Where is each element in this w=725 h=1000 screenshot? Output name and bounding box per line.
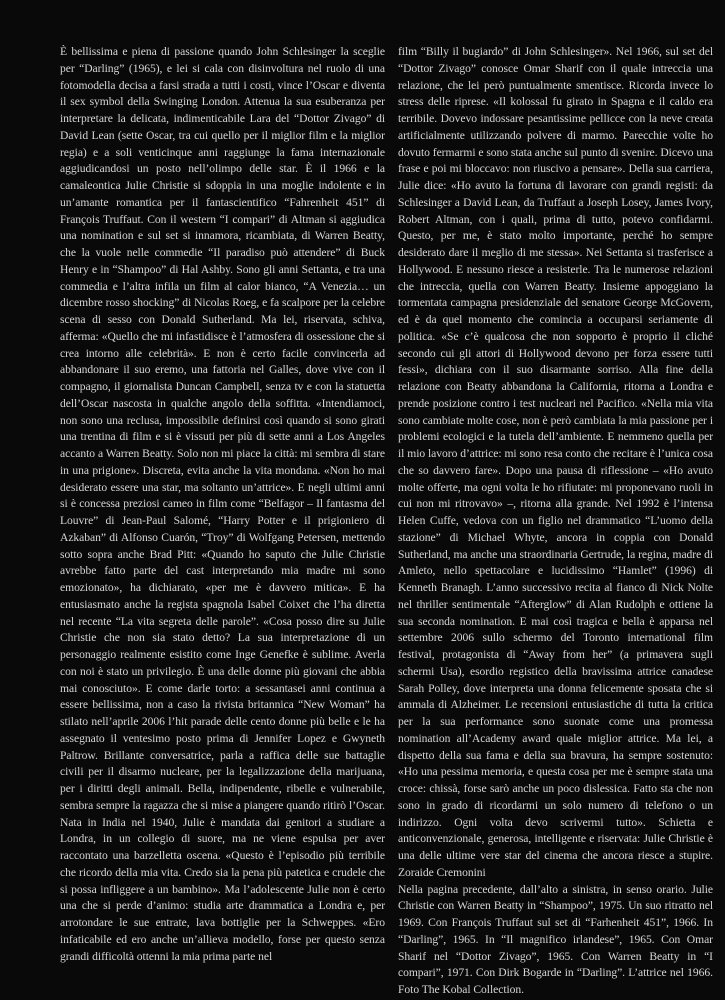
article-text-left: È bellissima e piena di passione quando John Schlesinger la sceglie per “Darling” (1965), e lei si cala con disinvoltura nel ruolo di una fotomodella decisa a farsi strada a tutti i costi, vince l’Oscar e diventa il sex symbol della Swinging London. Attenua la sua esuberanza per interpretare la delicata, indimenticabile Lara del “Dottor Zivago” di David Lean (sette Oscar, tra cui quello per il miglior film e la miglior regia) e a soli venticinque anni raggiunge la fama internazionale aggiudicandosi un posto nell’olimpo delle star. È il 1966 e la camaleontica Julie Christie si sdoppia in una moglie indolente e in un’amante romantica per il fantascientifico “Fahrenheit 451” di François Truffaut. Con il western “I compari” di Altman si aggiudica una nomination e sul set si innamora, ricambiata, di Warren Beatty, che la vuole nelle commedie “Il paradiso può attendere” di Buck Henry e in “Shampoo” di Hal Ashby. Sono gli anni Settanta, e tra una commedia e l’altra infila un film al calor bianco, “A Venezia… un dicembre rosso shocking” di Nicolas Roeg, e fa scalpore per la celebre scena di sesso con Donald Sutherland. Ma lei, riservata, schiva, afferma: «Quello che mi infastidisce è l’atmosfera di ossessione che si crea intorno alle celebrità». E non è certo facile convincerla ad abbandonare il suo eremo, una fattoria nel Galles, dove vive con il compagno, il giornalista Duncan Campbell, senza tv e con la statuetta dell’Oscar nascosta in qualche angolo della soffitta. «Intendiamoci, non sono una reclusa, impossibile definirsi così quando si sono girati una trentina di film e si è vissuti per più di sette anni a Los Angeles accanto a Warren Beatty. Solo non mi piace la città: mi sembra di stare in una prigione». Discreta, evita anche la vita mondana. «Non ho mai desiderato essere una star, ma soltanto un’attrice». E negli ultimi anni si è concessa preziosi cameo in film come “Belfagor – Il fantasma del Louvre” di Jean-Paul Salomé, “Harry Potter e il prigioniero di Azkaban” di Alfonso Cuarón, “Troy” di Wolfgang Petersen, mettendo sotto sopra anche Brad Pitt: «Quando ho saputo che Julie Christie avrebbe fatto parte del cast interpretando mia madre mi sono emozionato», ha dichiarato, «per me è davvero mitica». E ha entusiasmato anche la regista spagnola Isabel Coixet che l’ha diretta nel recente “La vita segreta delle parole”. «Cosa posso dire su Julie Christie che non sia stato detto? La sua interpretazione di un personaggio realmente esistito come Inge Genefke è sublime. Averla con noi è stato un privilegio. È una delle donne più giovani che abbia mai conosciuto». E come darle torto: a sessantasei anni continua a essere bellissima, non a caso la rivista britannica “New Woman” ha stilato nell’aprile 2006 l’hit parade delle cento donne più belle e le ha assegnato il ventesimo posto prima di Jennifer Lopez e Gwyneth Paltrow. Brillante conversatrice, parla a raffica delle sue battaglie civili per il disarmo nucleare, per la legalizzazione della marijuana, per i diritti degli animali. Bella, indipendente, ribelle e vulnerabile, sembra sempre la ragazza che si mise a piangere quando ritirò l’Oscar. Nata in India nel 1940, Julie è mandata dai genitori a studiare a Londra, in un collegio di suore, ma ne viene espulsa per aver raccontato una barzelletta oscena. «Questo è l’episodio più terribile che ricordo della mia vita. Credo sia la pena più patetica e crudele che si possa infliggere a un bambino». Ma l’adolescente Julie non è certo una che si perde d’animo: studia arte drammatica a Londra e, per arrotondare le sue entrate, lava bottiglie per la Schweppes. «Ero infaticabile ed ero anche un’allieva modello, forse per questo senza grandi difficoltà ottenni la mia prima parte nel (60, 45, 385, 963)
article-column-left (60, 44, 385, 965)
article-column-right (398, 44, 713, 999)
author-byline: Zoraide Cremonini (398, 865, 486, 879)
article-text-right (398, 44, 713, 882)
article-text-right-body: film “Billy il bugiardo” di John Schlesinger». Nel 1966, sul set del “Dottor Zivago” conosce Omar Sharif con il quale intreccia una relazione, che lei però puntualmente smentisce. Ricorda invece lo stress delle riprese. «Il kolossal fu girato in Spagna e il caldo era terribile. Dovevo indossare pesantissime pellicce con la neve creata artificialmente utilizzando polvere di marmo. Parecchie volte ho dovuto fermarmi e sono stata anche sul punto di svenire. Dicevo una frase e poi mi bloccavo: non riuscivo a pensare». Della sua carriera, Julie dice: «Ho avuto la fortuna di lavorare con grandi registi: da Schlesinger a David Lean, da Truffaut a Joseph Losey, James Ivory, Robert Altman, con i quali, prima di tutto, potevo confidarmi. Questo, per me, è stato molto importante, perché ho sempre desiderato dare il meglio di me stessa». Nei Settanta si trasferisce a Hollywood. E nessuno riesce a resisterle. Tra le numerose relazioni che intreccia, quella con Warren Beatty. Insieme appoggiano la tormentata campagna presidenziale del senatore George McGovern, ed è da quel momento che comincia a occuparsi seriamente di politica. «Se c’è qualcosa che non sopporto è proprio il cliché secondo cui gli attori di Hollywood devono per forza essere tutti fessi», dichiara con il suo disarmante sorriso. Alla fine della relazione con Beatty abbandona la California, ritorna a Londra e prende posizione contro i test nucleari nel Pacifico. «Nella mia vita sono cambiate molte cose, non è però cambiata la mia passione per i problemi ecologici e la tutela dell’ambiente. E nemmeno quella per il mio lavoro d’attrice: mi sono resa conto che recitare è l’unica cosa che so davvero fare». Dopo una pausa di riflessione – «Ho avuto molte offerte, ma ogni volta le ho rifiutate: mi proponevano ruoli in cui non mi ritrovavo» –, ritorna alla grande. Nel 1992 è l’intensa Helen Cuffe, vedova con un figlio nel drammatico “L’uomo della stazione” di Michael Whyte, ancora in coppia con Donald Sutherland, ma anche una straordinaria Gertrude, la regina, madre di Amleto, nello spettacolare e lucidissimo “Hamlet” (1996) di Kenneth Branagh. L’anno successivo recita al fianco di Nick Nolte nel thriller sentimentale “Afterglow” di Alan Rudolph e ottiene la sua seconda nomination. E mai così tragica e bella è apparsa nel settembre 2006 sullo schermo del Toronto international film festival, protagonista di “Away from her” (a primavera sugli schermi Usa), esordio registico della bravissima attrice canadese Sarah Polley, dove interpreta una donna felicemente sposata che si ammala di Alzheimer. Le recensioni entusiastiche di tutta la critica per la sua performance sono suonate come una promessa nomination all’Academy award quale miglior attrice. Ma lei, a dispetto della sua fama e della sua bravura, ha sempre sostenuto: «Ho una pessima memoria, e questa cosa per me è sempre stata una croce: chissà, forse sarò anche un poco dislessica. Fatto sta che non sono in grado di ricordarmi un solo numero di telefono o un indirizzo. Ogni volta devo scrivermi tutto». Schietta e anticonvenzionale, generosa, intelligente e riservata: Julie Christie è una delle ultime vere star del cinema che ancora riesce a stupire. (398, 45, 713, 862)
photo-caption: Nella pagina precedente, dall’alto a sinistra, in senso orario. Julie Christie con Warren Beatty in “Shampoo”, 1975. Un suo ritratto nel 1969. Con François Truffaut sul set di “Farhenheit 451”, 1966. In “Darling”, 1965. In “Il magnifico irlandese”, 1965. Con Omar Sharif nel “Dottor Zivago”, 1965. Con Warren Beatty in “I compari”, 1971. Con Dirk Bogarde in “Darling”. L’attrice nel 1966. Foto The Kobal Collection. (398, 882, 713, 996)
